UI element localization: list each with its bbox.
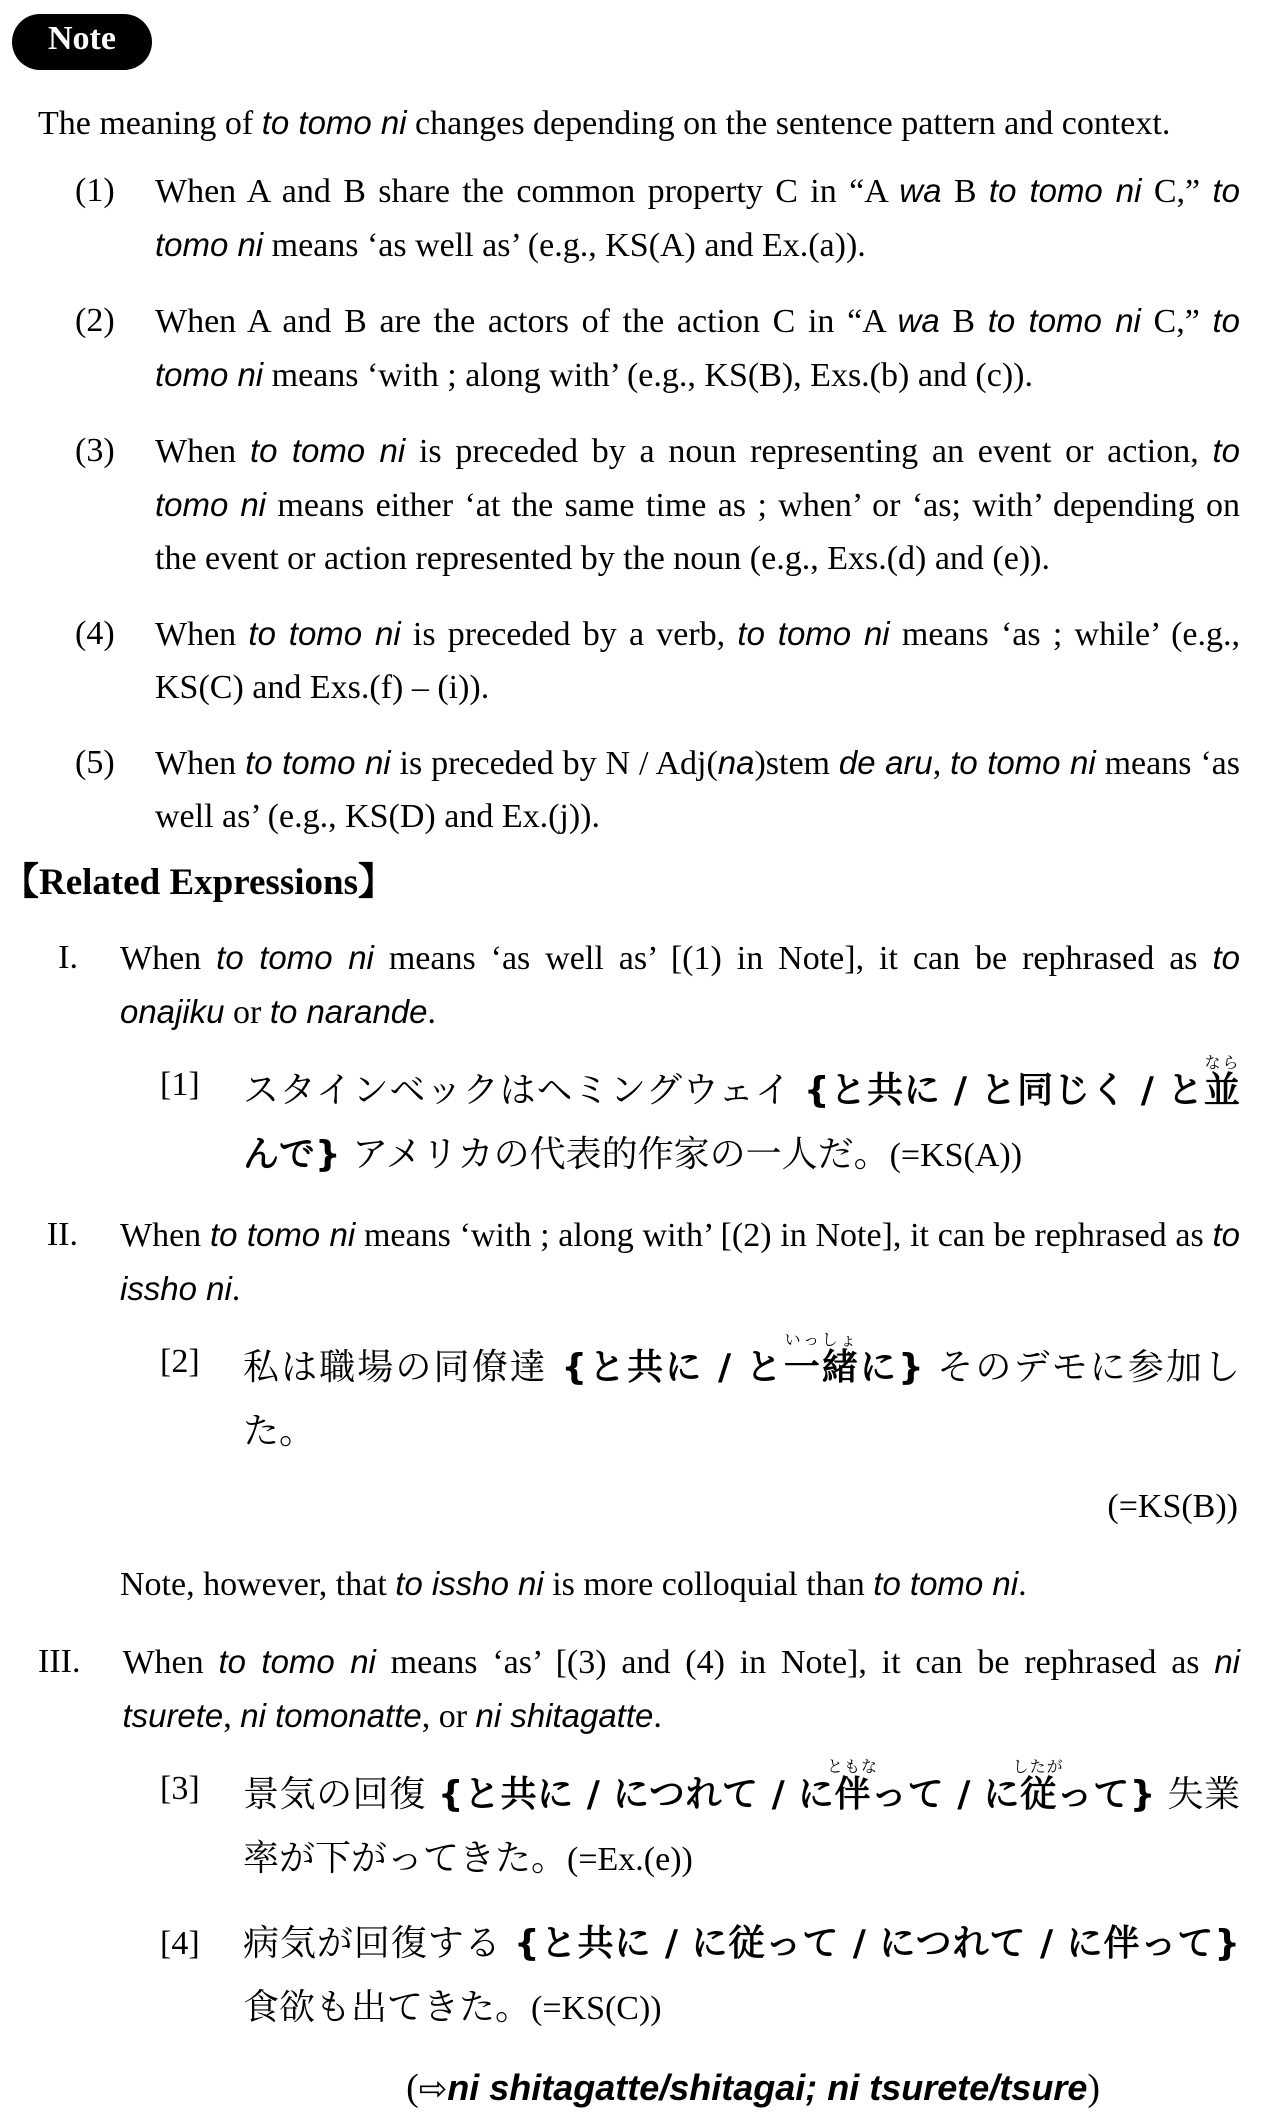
text-segment: is more colloquial than xyxy=(543,1566,874,1603)
item-number: (4) xyxy=(75,615,115,652)
text-segment: 失業率が下がってきた。 xyxy=(243,1774,1241,1879)
text-segment: changes depending on the sentence pattern and context. xyxy=(406,105,1171,142)
text-segment: to issho ni xyxy=(120,1216,1240,1307)
item-body xyxy=(155,424,1240,585)
reference-label: (=KS(B)) xyxy=(1107,1488,1238,1525)
text-segment: って / に xyxy=(870,1774,1021,1815)
text-segment: ni tsurete xyxy=(122,1643,1241,1734)
text-segment: , xyxy=(223,1698,241,1735)
text-segment: means ‘with ; along with’ (e.g., KS(B), Exs.(b) and (c)). xyxy=(263,357,1033,394)
text-segment: B xyxy=(939,303,988,340)
text-segment: to tomo ni xyxy=(155,172,1240,263)
text-segment: (=KS(C)) xyxy=(531,1990,662,2027)
text-segment: to tomo ni xyxy=(209,1216,356,1253)
text-segment: 伴ともな xyxy=(826,1757,878,1815)
text-segment: or xyxy=(224,994,270,1031)
example-sentence xyxy=(243,1757,1240,1892)
example-3 xyxy=(38,1757,1240,1892)
related-section-1 xyxy=(38,931,1240,1039)
note-point-4 xyxy=(38,607,1240,714)
text-segment: wa xyxy=(899,172,942,209)
section-number: I. xyxy=(58,939,78,976)
text-segment: 病気が回復する xyxy=(243,1923,515,1964)
text-segment: to tomo ni xyxy=(261,104,407,141)
text-segment: スタインベックはヘミングウェイ xyxy=(243,1070,804,1111)
text-segment: 景気の回復 xyxy=(243,1774,438,1815)
example-4 xyxy=(38,1912,1240,2041)
text-segment: is preceded by a noun representing an event or action, xyxy=(405,433,1213,470)
text-segment: C,” xyxy=(1140,303,1213,340)
text-segment: The meaning of xyxy=(38,105,262,142)
item-number: (5) xyxy=(75,744,115,781)
text-segment: to tomo ni xyxy=(216,939,374,976)
example-sentence xyxy=(243,1912,1240,2041)
text-segment: C,” xyxy=(1141,173,1213,210)
text-segment: to tomo ni xyxy=(249,432,406,469)
text-segment: means ‘as well as’ (e.g., KS(D) and Ex.(j)). xyxy=(155,745,1240,835)
text-segment: ) xyxy=(1087,2067,1100,2109)
text-segment: . xyxy=(231,1271,241,1308)
text-segment: to tomo ni xyxy=(155,302,1240,393)
text-segment: to narande xyxy=(269,993,428,1030)
text-segment: そのデモに参加した。 xyxy=(243,1347,1240,1452)
example-1 xyxy=(38,1053,1240,1188)
note-point-2 xyxy=(38,294,1240,402)
text-segment: When xyxy=(155,616,249,653)
example-label: [2] xyxy=(160,1343,200,1380)
text-segment: to tomo ni xyxy=(155,432,1240,523)
note-point-3 xyxy=(38,424,1240,585)
text-segment: . xyxy=(1018,1566,1027,1603)
note-badge xyxy=(12,14,152,70)
text-segment: to tomo ni xyxy=(248,615,401,652)
text-segment: ni tomonatte xyxy=(240,1697,422,1734)
text-segment: んで} xyxy=(243,1134,341,1175)
text-segment: to tomo ni xyxy=(245,744,391,781)
text-segment: to tomo ni xyxy=(950,744,1096,781)
text-segment: is preceded by N / Adj( xyxy=(390,745,718,782)
item-number: (1) xyxy=(75,172,115,209)
text-segment: って} xyxy=(1056,1774,1156,1815)
text-segment: 並なら xyxy=(1203,1053,1240,1111)
text-segment: )stem xyxy=(754,745,839,782)
text-segment: to tomo ni xyxy=(987,302,1141,339)
text-segment: na xyxy=(717,744,755,781)
text-segment: wa xyxy=(897,302,940,339)
section-number: III. xyxy=(38,1643,81,1680)
text-segment: When xyxy=(122,1644,219,1681)
example-label: [3] xyxy=(160,1770,200,1807)
text-segment: アメリカの代表的作家の一人だ。 xyxy=(340,1134,890,1175)
text-segment: When xyxy=(155,433,250,470)
text-segment: に} xyxy=(860,1347,924,1388)
text-segment: Note, however, that xyxy=(120,1566,396,1603)
text-segment: to tomo ni xyxy=(988,172,1142,209)
text-segment: {と共に / と同じく / と xyxy=(803,1070,1204,1111)
item-body xyxy=(155,607,1240,714)
example-label: [4] xyxy=(160,1925,200,1962)
text-segment: to tomo ni xyxy=(873,1565,1019,1602)
text-segment: is preceded by a verb, xyxy=(400,616,738,653)
section-number: II. xyxy=(46,1216,78,1253)
note-point-5 xyxy=(38,736,1240,843)
note-point-1 xyxy=(38,164,1240,272)
text-segment: ni shitagatte xyxy=(475,1697,654,1734)
text-segment: {と共に / と xyxy=(561,1347,784,1388)
note-badge-label: Note xyxy=(48,20,116,57)
text-segment: (=Ex.(e)) xyxy=(567,1841,693,1878)
text-segment: 従したが xyxy=(1012,1757,1064,1815)
text-segment: , or xyxy=(421,1698,476,1735)
item-body xyxy=(155,736,1240,843)
text-segment: When xyxy=(120,1217,210,1254)
cross-reference-line xyxy=(38,2061,1240,2116)
text-segment: 私は職場の同僚達 xyxy=(243,1347,562,1388)
text-segment: to tomo ni xyxy=(218,1643,376,1680)
example-sentence xyxy=(243,1053,1240,1188)
text-segment: means either ‘at the same time as ; when’ or ‘as; with’ depending on the event or action represented by the noun (e.g., Exs.(d) and (e)). xyxy=(155,487,1240,577)
text-segment: to tomo ni xyxy=(737,615,890,652)
item-number: (2) xyxy=(75,302,115,339)
right-arrow-icon: ⇨ xyxy=(418,2069,448,2109)
section-body xyxy=(120,931,1240,1039)
text-segment: means ‘with ; along with’ [(2) in Note], it can be rephrased as xyxy=(355,1217,1213,1254)
item-body xyxy=(155,164,1240,272)
text-segment: When A and B are the actors of the action C in “A xyxy=(155,303,898,340)
text-segment: means ‘as’ [(3) and (4) in Note], it can be rephrased as xyxy=(375,1644,1215,1681)
text-segment: ni shitagatte/shitagai; ni tsurete/tsure xyxy=(447,2067,1088,2108)
note-points-list xyxy=(38,164,1240,843)
text-segment: means ‘as ; while’ (e.g., KS(C) and Exs.(f) – (i)). xyxy=(155,616,1240,706)
text-segment: . xyxy=(653,1698,662,1735)
text-segment: 一緒いっしょ xyxy=(783,1330,861,1388)
section-body xyxy=(120,1208,1240,1316)
text-segment: When xyxy=(120,940,217,977)
text-segment: de aru xyxy=(838,744,933,781)
item-number: (3) xyxy=(75,432,115,469)
text-segment: . xyxy=(427,994,436,1031)
colloquial-note-paragraph xyxy=(120,1557,1240,1611)
text-segment: , xyxy=(932,745,951,782)
item-body xyxy=(155,294,1240,402)
text-segment: (=KS(A)) xyxy=(889,1137,1023,1174)
example-2 xyxy=(38,1330,1240,1464)
text-segment: means ‘as well as’ [(1) in Note], it can be rephrased as xyxy=(373,940,1213,977)
related-section-2 xyxy=(38,1208,1240,1316)
intro-paragraph xyxy=(38,96,1240,150)
text-segment: {と共に / につれて / に xyxy=(437,1774,835,1815)
text-segment: ( xyxy=(406,2067,419,2109)
text-segment: When A and B share the common property C in “A xyxy=(155,173,900,210)
text-segment: to onajiku xyxy=(120,939,1241,1030)
text-segment: 食欲も出てきた。 xyxy=(243,1987,532,2028)
text-segment: {と共に / に従って / につれて / に伴って} xyxy=(514,1923,1240,1964)
text-segment: B xyxy=(941,173,989,210)
related-expressions-heading: 【Related Expressions】 xyxy=(2,862,395,903)
example-label: [1] xyxy=(160,1066,200,1103)
text-segment: When xyxy=(155,745,246,782)
section-body xyxy=(122,1635,1240,1743)
text-segment: to issho ni xyxy=(395,1565,544,1602)
related-section-3 xyxy=(38,1635,1240,1743)
text-segment: means ‘as well as’ (e.g., KS(A) and Ex.(a)). xyxy=(263,227,866,264)
example-sentence xyxy=(243,1330,1240,1464)
